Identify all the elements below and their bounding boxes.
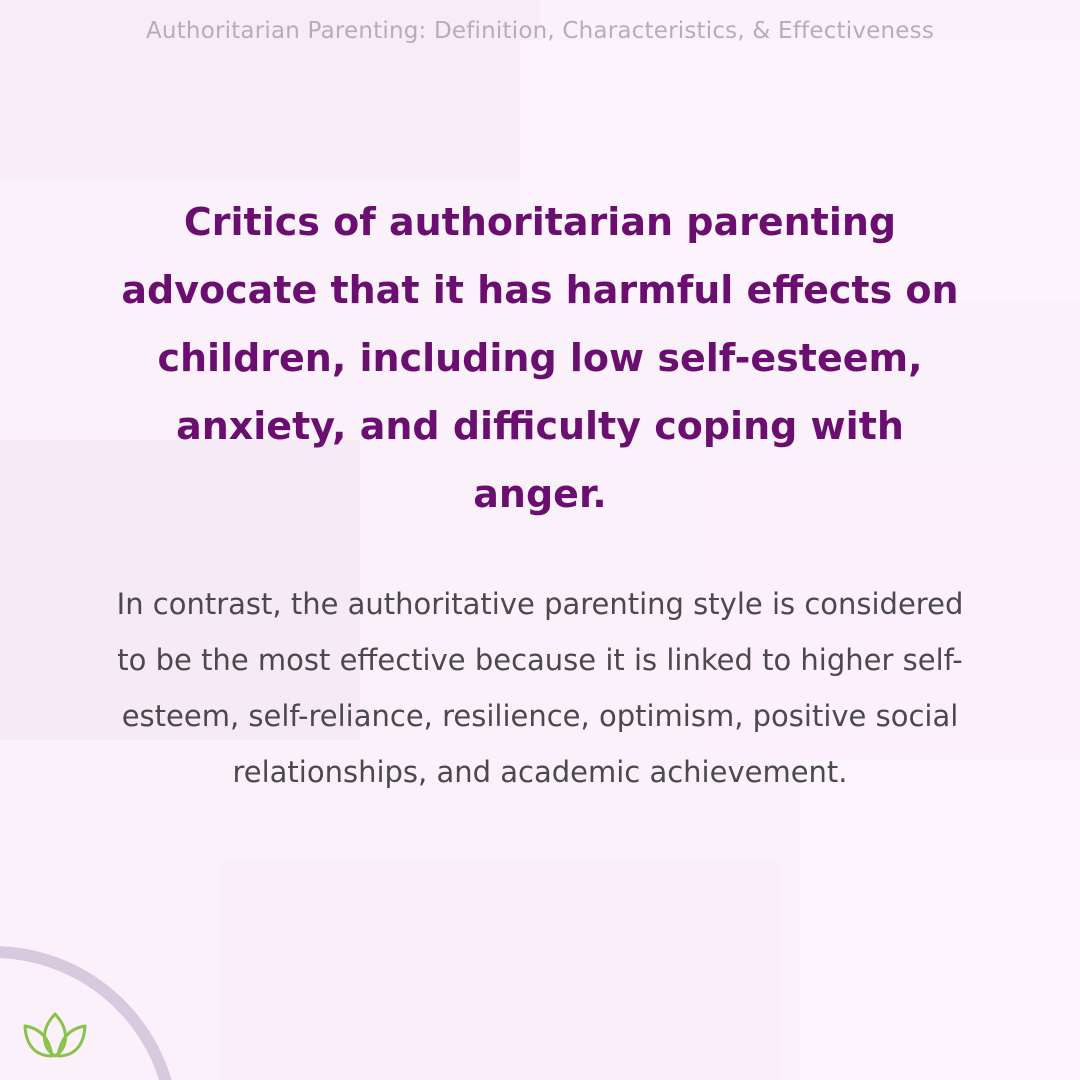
background-tile <box>220 860 780 1080</box>
body-paragraph: In contrast, the authoritative parenting style is considered to be the most effective because it is linked to higher self-esteem, self-reliance, resilience, optimism, positive social relationships, and academic achievement. <box>116 587 964 789</box>
page-title: Authoritarian Parenting: Definition, Characteristics, & Effectiveness <box>145 18 935 44</box>
headline-quote: Critics of authoritarian parenting advocate that it has harmful effects on children, including low self-esteem, anxiety, and difficulty coping with anger. <box>121 200 959 516</box>
background-tile <box>800 760 1080 1080</box>
leaf-lotus-icon <box>22 1004 88 1064</box>
